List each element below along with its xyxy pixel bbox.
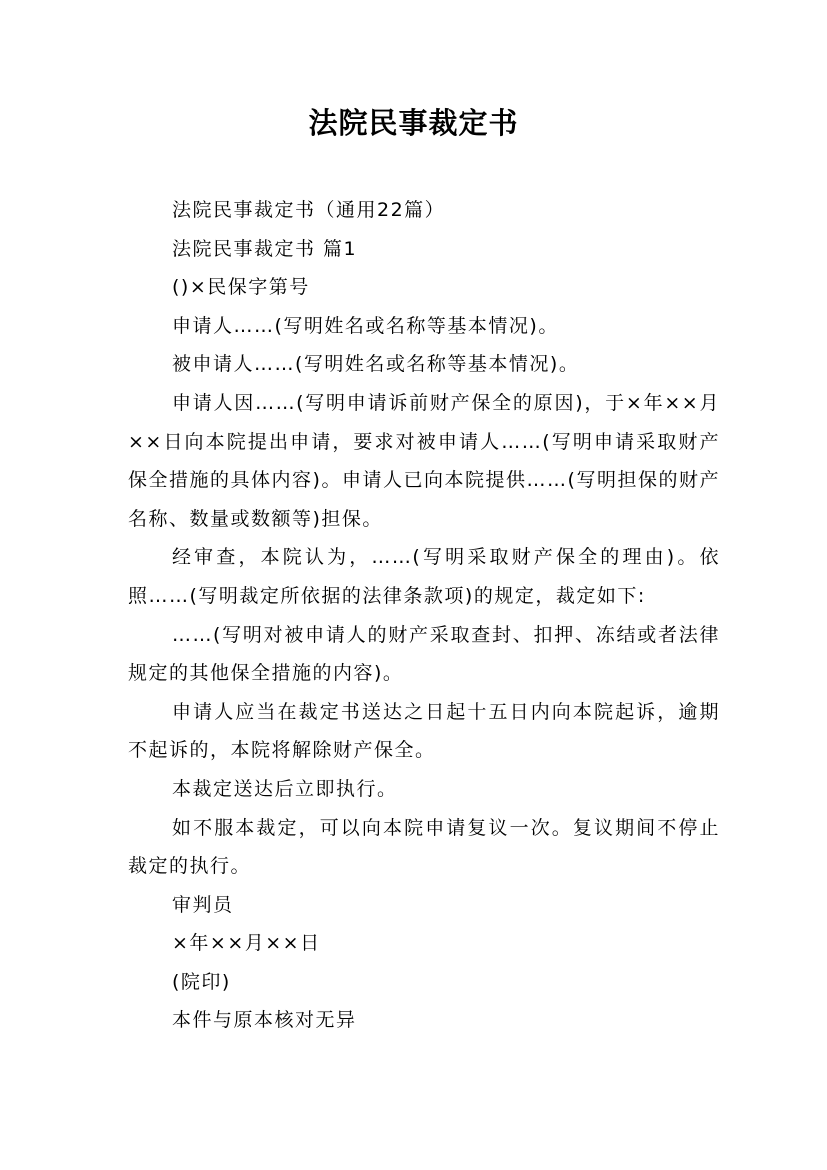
- document-title: 法院民事裁定书: [308, 106, 519, 140]
- case-number: ()×民保字第号: [172, 276, 310, 299]
- judge-signature: 审判员: [172, 893, 234, 916]
- review-paragraph: 经审查，本院认为，……(写明采取财产保全的理由)。依照……(写明裁定所依据的法律条款项)的规定，裁定如下:: [128, 546, 720, 607]
- applicant-info: 申请人……(写明姓名或名称等基本情况)。: [172, 314, 559, 337]
- application-paragraph: 申请人因……(写明申请诉前财产保全的原因)，于×年××月××日向本院提出申请，要求对被申请人……(写明申请采取财产保全措施的具体内容)。申请人已向本院提供……(写明担保的财产名称、数量或数额等)担保。: [128, 391, 720, 530]
- section-heading: 法院民事裁定书 篇1: [172, 237, 358, 260]
- ruling-content: ……(写明对被申请人的财产采取查封、扣押、冻结或者法律规定的其他保全措施的内容)。: [128, 623, 720, 685]
- verification-note: 本件与原本核对无异: [172, 1009, 357, 1032]
- collection-heading: 法院民事裁定书（通用22篇）: [172, 199, 446, 221]
- document-body: [128, 191, 720, 1040]
- respondent-info: 被申请人……(写明姓名或名称等基本情况)。: [172, 353, 580, 376]
- court-seal: (院印): [172, 970, 231, 993]
- execution-paragraph: 本裁定送达后立即执行。: [172, 777, 398, 800]
- lawsuit-deadline-paragraph: 申请人应当在裁定书送达之日起十五日内向本院起诉，逾期不起诉的，本院将解除财产保全。: [128, 700, 720, 762]
- reconsideration-paragraph: 如不服本裁定，可以向本院申请复议一次。复议期间不停止裁定的执行。: [128, 816, 720, 878]
- ruling-date: ×年××月××日: [172, 932, 321, 955]
